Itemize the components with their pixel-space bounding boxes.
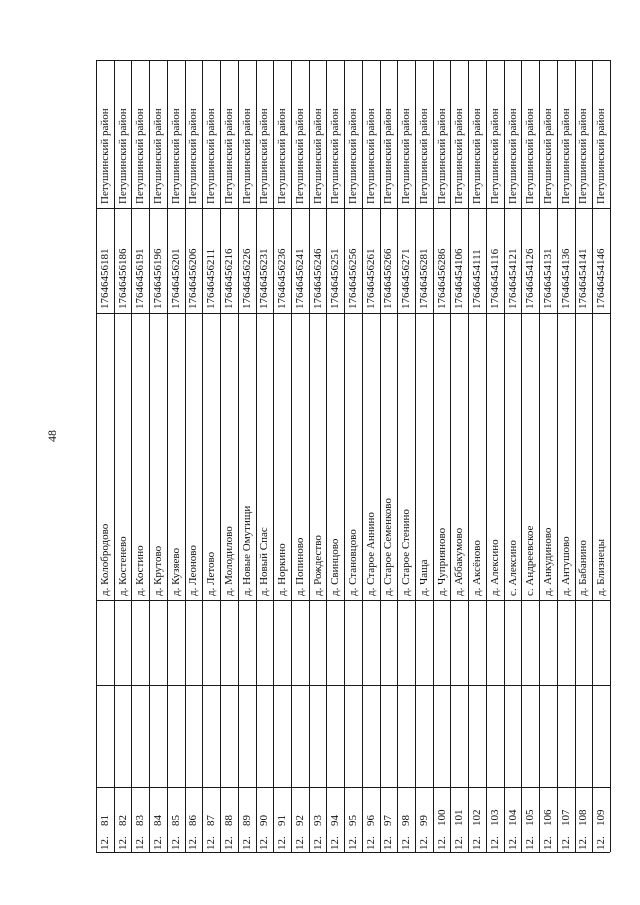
row-locality: д. Становцово (347, 529, 359, 596)
row-number: 104 (507, 809, 519, 826)
row-code: 17646456236 (276, 248, 288, 309)
row-number: 85 (170, 815, 182, 826)
row-district: Петушинский район (152, 108, 164, 204)
row-code: 17646456186 (117, 248, 129, 309)
row-number: 100 (436, 809, 448, 826)
row-locality: д. Рождество (312, 535, 324, 596)
row-code: 17646456241 (294, 248, 306, 309)
row-section: 12. (258, 836, 270, 850)
row-locality: д. Крутово (152, 545, 164, 596)
row-locality: д. Костино (134, 545, 146, 596)
row-district: Петушинский район (471, 108, 483, 204)
row-code: 17646456211 (205, 248, 217, 309)
row-district: Петушинский район (560, 108, 572, 204)
row-district: Петушинский район (507, 108, 519, 204)
row-code: 17646456286 (436, 248, 448, 309)
row-number: 108 (577, 809, 589, 826)
row-locality: д. Чаща (418, 559, 430, 596)
row-number: 91 (276, 815, 288, 826)
row-section: 12. (400, 836, 412, 850)
row-section: 12. (365, 836, 377, 850)
row-locality: д. Анкудиново (542, 527, 554, 596)
row-number: 83 (134, 815, 146, 826)
row-number: 89 (241, 815, 253, 826)
row-code: 17646454116 (489, 248, 501, 309)
row-locality: д. Летово (205, 551, 217, 596)
row-code: 17646456191 (134, 248, 146, 309)
row-district: Петушинский район (312, 108, 324, 204)
row-code: 17646454126 (524, 248, 536, 309)
row-locality: д. Старое Стенино (400, 509, 412, 596)
row-district: Петушинский район (524, 108, 536, 204)
row-locality: д. Костенево (117, 536, 129, 596)
row-section: 12. (436, 836, 448, 850)
row-locality: с. Алексино (507, 540, 519, 596)
row-locality: д. Антушово (560, 536, 572, 596)
row-section: 12. (312, 836, 324, 850)
row-district: Петушинский район (205, 108, 217, 204)
row-section: 12. (489, 836, 501, 850)
row-number: 102 (471, 809, 483, 826)
row-section: 12. (471, 836, 483, 850)
row-code: 17646456226 (241, 248, 253, 309)
row-section: 12. (595, 836, 607, 850)
page-number: 48 (45, 430, 59, 442)
row-section: 12. (205, 836, 217, 850)
row-section: 12. (542, 836, 554, 850)
row-locality: д. Норкино (276, 543, 288, 596)
row-district: Петушинский район (258, 108, 270, 204)
row-district: Петушинский район (453, 108, 465, 204)
row-number: 96 (365, 815, 377, 826)
column-border (96, 852, 610, 853)
row-locality: д. Новый Спас (258, 527, 270, 596)
row-code: 17646456271 (400, 248, 412, 309)
row-district: Петушинский район (294, 108, 306, 204)
row-district: Петушинский район (223, 108, 235, 204)
row-border (610, 60, 611, 852)
row-locality: д. Кузяево (170, 547, 182, 596)
row-district: Петушинский район (489, 108, 501, 204)
row-number: 106 (542, 809, 554, 826)
row-section: 12. (507, 836, 519, 850)
row-number: 93 (312, 815, 324, 826)
row-code: 17646454121 (507, 248, 519, 309)
row-number: 82 (117, 815, 129, 826)
row-code: 17646456196 (152, 248, 164, 309)
row-locality: д. Старое Аннино (365, 512, 377, 596)
row-code: 17646456206 (187, 248, 199, 309)
row-section: 12. (560, 836, 572, 850)
row-locality: д. Близнецы (595, 538, 607, 596)
row-section: 12. (187, 836, 199, 850)
row-number: 90 (258, 815, 270, 826)
row-district: Петушинский район (241, 108, 253, 204)
row-number: 99 (418, 815, 430, 826)
column-border (96, 208, 610, 209)
row-code: 17646456201 (170, 248, 182, 309)
row-locality: д. Леоново (187, 545, 199, 596)
row-number: 92 (294, 815, 306, 826)
row-locality: д. Молодилово (223, 526, 235, 596)
row-district: Петушинский район (542, 108, 554, 204)
row-number: 107 (560, 809, 572, 826)
row-code: 17646454111 (471, 249, 483, 309)
row-district: Петушинский район (276, 108, 288, 204)
row-section: 12. (294, 836, 306, 850)
column-border (96, 685, 610, 686)
row-number: 84 (152, 815, 164, 826)
row-code: 17646456256 (347, 248, 359, 309)
row-district: Петушинский район (400, 108, 412, 204)
row-code: 17646454141 (577, 248, 589, 309)
column-border (96, 313, 610, 314)
row-section: 12. (170, 836, 182, 850)
row-district: Петушинский район (365, 108, 377, 204)
row-locality: д. Аббакумово (453, 527, 465, 596)
row-locality: с. Андреевское (524, 525, 536, 596)
row-section: 12. (117, 836, 129, 850)
row-section: 12. (152, 836, 164, 850)
row-locality: д. Чуприяново (436, 527, 448, 596)
row-district: Петушинский район (347, 108, 359, 204)
row-section: 12. (276, 836, 288, 850)
row-number: 109 (595, 809, 607, 826)
row-number: 87 (205, 815, 217, 826)
row-locality: д. Бабанино (577, 540, 589, 596)
row-locality: д. Попиново (294, 537, 306, 596)
row-section: 12. (99, 836, 111, 850)
row-number: 95 (347, 815, 359, 826)
row-district: Петушинский район (595, 108, 607, 204)
row-code: 17646456266 (382, 248, 394, 309)
row-locality: д. Старое Семенково (382, 498, 394, 596)
row-section: 12. (241, 836, 253, 850)
row-locality: д. Алексино (489, 539, 501, 596)
row-code: 17646454146 (595, 248, 607, 309)
row-section: 12. (134, 836, 146, 850)
row-locality: д. Аксёново (471, 540, 483, 596)
row-district: Петушинский район (329, 108, 341, 204)
row-code: 17646456261 (365, 248, 377, 309)
row-district: Петушинский район (117, 108, 129, 204)
row-section: 12. (418, 836, 430, 850)
row-number: 103 (489, 809, 501, 826)
row-section: 12. (382, 836, 394, 850)
row-district: Петушинский район (577, 108, 589, 204)
row-section: 12. (453, 836, 465, 850)
row-section: 12. (577, 836, 589, 850)
row-locality: д. Свинцово (329, 538, 341, 596)
row-district: Петушинский район (436, 108, 448, 204)
column-border (96, 600, 610, 601)
row-number: 101 (453, 809, 465, 826)
row-number: 86 (187, 815, 199, 826)
row-number: 81 (99, 815, 111, 826)
row-code: 17646456246 (312, 248, 324, 309)
row-section: 12. (524, 836, 536, 850)
row-code: 17646456281 (418, 248, 430, 309)
row-number: 94 (329, 815, 341, 826)
row-district: Петушинский район (382, 108, 394, 204)
row-locality: д. Новые Омутищи (241, 505, 253, 596)
column-border (96, 787, 610, 788)
row-section: 12. (347, 836, 359, 850)
row-section: 12. (223, 836, 235, 850)
row-code: 17646456231 (258, 248, 270, 309)
row-code: 17646454131 (542, 248, 554, 309)
column-border (96, 60, 610, 61)
row-number: 97 (382, 815, 394, 826)
row-district: Петушинский район (418, 108, 430, 204)
row-district: Петушинский район (99, 108, 111, 204)
row-district: Петушинский район (187, 108, 199, 204)
row-number: 105 (524, 809, 536, 826)
row-number: 88 (223, 815, 235, 826)
row-code: 17646456251 (329, 248, 341, 309)
row-district: Петушинский район (134, 108, 146, 204)
row-code: 17646456181 (99, 248, 111, 309)
row-code: 17646454106 (453, 248, 465, 309)
row-code: 17646454136 (560, 248, 572, 309)
row-number: 98 (400, 815, 412, 826)
row-district: Петушинский район (170, 108, 182, 204)
row-code: 17646456216 (223, 248, 235, 309)
row-locality: д. Колобродово (99, 523, 111, 596)
row-section: 12. (329, 836, 341, 850)
